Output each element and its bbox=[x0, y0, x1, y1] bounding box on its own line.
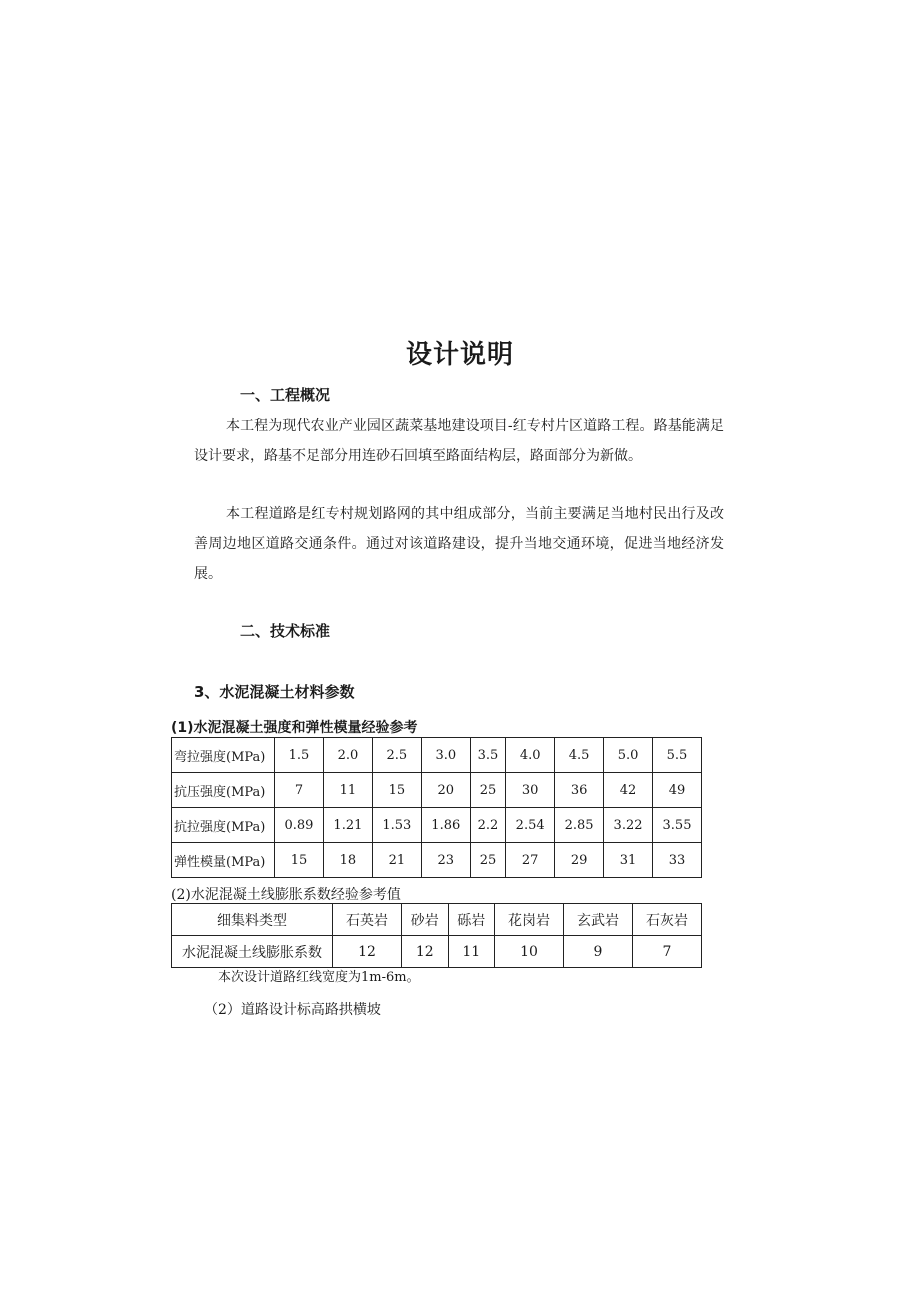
table-cell: 1.5 bbox=[275, 738, 324, 773]
table-cell: 2.5 bbox=[372, 738, 421, 773]
table-cell: 21 bbox=[372, 843, 421, 878]
paragraph-project-purpose: 本工程道路是红专村规划路网的其中组成部分，当前主要满足当地村民出行及改善周边地区道路交通条件。通过对该道路建设，提升当地交通环境，促进当地经济发展。 bbox=[194, 506, 724, 582]
table-cell: 12 bbox=[333, 936, 402, 968]
row-label: 弹性模量(MPa) bbox=[172, 843, 275, 878]
table-cell: 3.55 bbox=[653, 808, 702, 843]
table-cell: 砂岩 bbox=[401, 904, 448, 936]
table-cell: 5.0 bbox=[604, 738, 653, 773]
table-cell: 12 bbox=[401, 936, 448, 968]
table-cell: 3.22 bbox=[604, 808, 653, 843]
table-cell: 30 bbox=[506, 773, 555, 808]
table-cell: 7 bbox=[275, 773, 324, 808]
table-cell: 15 bbox=[372, 773, 421, 808]
table-row bbox=[172, 808, 702, 843]
table1-caption: (1)水泥混凝土强度和弹性模量经验参考 bbox=[171, 720, 418, 736]
page-title: 设计说明 bbox=[405, 340, 514, 370]
table-cell: 15 bbox=[275, 843, 324, 878]
crown-slope-note: （2）道路设计标高路拱横坡 bbox=[204, 1002, 381, 1018]
table-cell: 36 bbox=[555, 773, 604, 808]
table-cell: 4.0 bbox=[506, 738, 555, 773]
table-cell: 2.2 bbox=[470, 808, 505, 843]
table-cell: 2.54 bbox=[506, 808, 555, 843]
row-label: 抗拉强度(MPa) bbox=[172, 808, 275, 843]
header-row bbox=[172, 904, 702, 936]
section-heading-project-overview: 一、工程概况 bbox=[240, 386, 331, 404]
table-cell: 49 bbox=[653, 773, 702, 808]
table-cell: 18 bbox=[323, 843, 372, 878]
table-cell: 1.86 bbox=[421, 808, 470, 843]
thermal-expansion-table bbox=[171, 903, 702, 968]
table-cell: 石灰岩 bbox=[632, 904, 701, 936]
table-cell: 4.5 bbox=[555, 738, 604, 773]
table-cell: 42 bbox=[604, 773, 653, 808]
table2-caption: (2)水泥混凝土线膨胀系数经验参考值 bbox=[171, 887, 401, 903]
table-cell: 20 bbox=[421, 773, 470, 808]
table-cell: 9 bbox=[564, 936, 633, 968]
red-line-width-note: 本次设计道路红线宽度为1m-6m。 bbox=[218, 970, 420, 985]
concrete-strength-table bbox=[171, 737, 702, 878]
table-row bbox=[172, 843, 702, 878]
table-cell: 砾岩 bbox=[448, 904, 495, 936]
table-cell: 11 bbox=[323, 773, 372, 808]
row-label: 细集料类型 bbox=[172, 904, 333, 936]
table-row bbox=[172, 936, 702, 968]
table-cell: 7 bbox=[632, 936, 701, 968]
table-cell: 0.89 bbox=[275, 808, 324, 843]
table-cell: 2.0 bbox=[323, 738, 372, 773]
table-cell: 25 bbox=[470, 773, 505, 808]
subsection-heading-concrete-parameters: 3、水泥混凝土材料参数 bbox=[194, 683, 355, 701]
table-cell: 23 bbox=[421, 843, 470, 878]
row-label: 弯拉强度(MPa) bbox=[172, 738, 275, 773]
table-cell: 5.5 bbox=[653, 738, 702, 773]
table-row bbox=[172, 773, 702, 808]
table-cell: 石英岩 bbox=[333, 904, 402, 936]
table-cell: 10 bbox=[495, 936, 564, 968]
table-cell: 29 bbox=[555, 843, 604, 878]
table-cell: 2.85 bbox=[555, 808, 604, 843]
row-label: 抗压强度(MPa) bbox=[172, 773, 275, 808]
table-cell: 3.5 bbox=[470, 738, 505, 773]
table-cell: 31 bbox=[604, 843, 653, 878]
table-cell: 33 bbox=[653, 843, 702, 878]
section-heading-technical-standards: 二、技术标准 bbox=[240, 622, 331, 640]
paragraph-project-scope: 本工程为现代农业产业园区蔬菜基地建设项目-红专村片区道路工程。路基能满足设计要求，路基不足部分用连砂石回填至路面结构层，路面部分为新做。 bbox=[194, 418, 724, 464]
table-cell: 27 bbox=[506, 843, 555, 878]
table-cell: 花岗岩 bbox=[495, 904, 564, 936]
table-row bbox=[172, 738, 702, 773]
table-cell: 11 bbox=[448, 936, 495, 968]
table-cell: 1.21 bbox=[323, 808, 372, 843]
table-cell: 1.53 bbox=[372, 808, 421, 843]
table-cell: 3.0 bbox=[421, 738, 470, 773]
table-cell: 25 bbox=[470, 843, 505, 878]
row-label: 水泥混凝土线膨胀系数 bbox=[172, 936, 333, 968]
table-cell: 玄武岩 bbox=[564, 904, 633, 936]
